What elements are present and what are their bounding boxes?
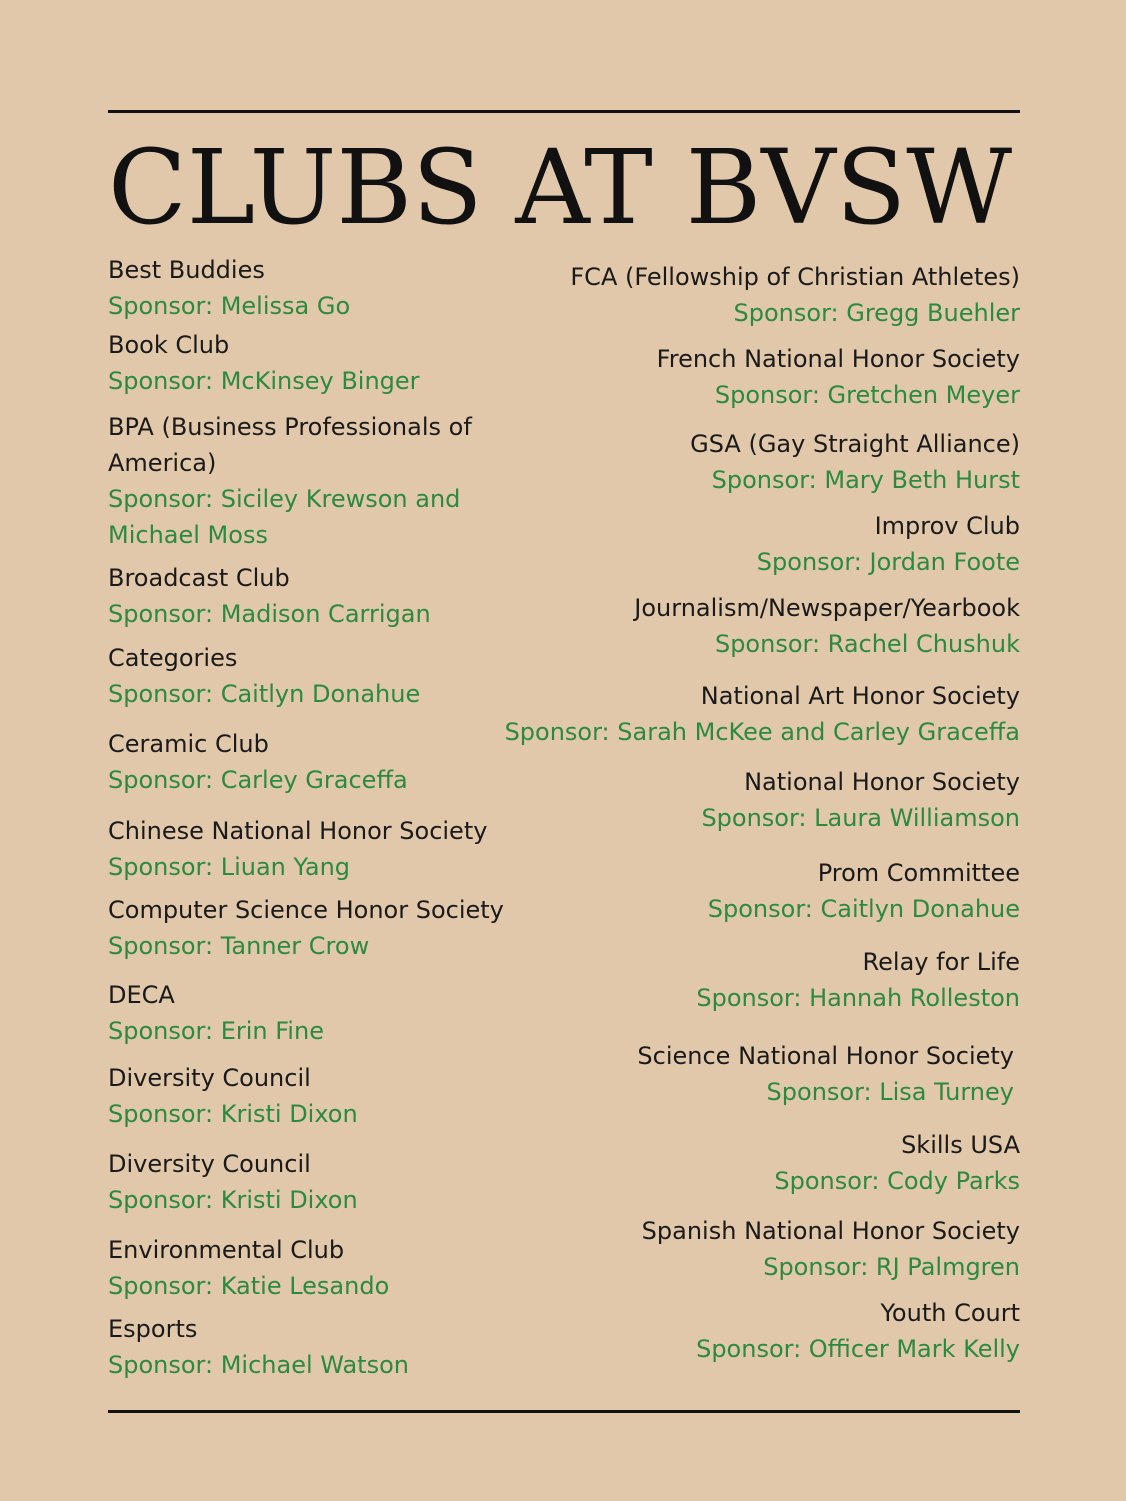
club-entry	[108, 813, 508, 885]
club-sponsor: Sponsor: Officer Mark Kelly	[696, 1335, 1020, 1363]
club-entry	[480, 341, 1020, 413]
top-divider	[108, 110, 1020, 113]
club-name: Chinese National Honor Society	[108, 817, 488, 845]
club-sponsor: Sponsor: Kristi Dixon	[108, 1100, 358, 1128]
club-sponsor: Sponsor: Melissa Go	[108, 292, 351, 320]
club-sponsor: Sponsor: McKinsey Binger	[108, 367, 420, 395]
club-name: DECA	[108, 981, 175, 1009]
club-entry	[108, 892, 508, 964]
club-sponsor: Sponsor: Laura Williamson	[701, 804, 1020, 832]
club-entry	[480, 590, 1020, 662]
club-name: National Art Honor Society	[700, 682, 1020, 710]
club-name: Science National Honor Society	[637, 1042, 1014, 1070]
club-name: Best Buddies	[108, 256, 265, 284]
club-entry	[108, 1232, 508, 1304]
club-name: Diversity Council	[108, 1150, 311, 1178]
club-name: Skills USA	[901, 1131, 1020, 1159]
club-sponsor: Sponsor: Madison Carrigan	[108, 600, 431, 628]
club-entry	[108, 409, 508, 553]
club-name: Book Club	[108, 331, 230, 359]
club-name: National Honor Society	[744, 768, 1020, 796]
club-entry	[108, 560, 508, 632]
club-entry	[474, 1038, 1014, 1110]
club-entry	[480, 508, 1020, 580]
club-entry	[480, 259, 1020, 331]
club-name: BPA (Business Professionals of America)	[108, 413, 472, 477]
club-name: Journalism/Newspaper/Yearbook	[634, 594, 1020, 622]
club-name: Relay for Life	[862, 948, 1020, 976]
club-entry	[480, 944, 1020, 1016]
club-sponsor: Sponsor: Caitlyn Donahue	[108, 680, 421, 708]
club-sponsor: Sponsor: Cody Parks	[774, 1167, 1020, 1195]
club-entry	[480, 426, 1020, 498]
club-entry	[108, 977, 508, 1049]
club-sponsor: Sponsor: Liuan Yang	[108, 853, 351, 881]
club-name: Broadcast Club	[108, 564, 290, 592]
club-name: Spanish National Honor Society	[641, 1217, 1020, 1245]
page-title: CLUBS AT BVSW	[108, 128, 1013, 248]
club-entry	[480, 1127, 1020, 1199]
club-entry	[480, 1295, 1020, 1367]
club-sponsor: Sponsor: Tanner Crow	[108, 932, 370, 960]
club-entry	[108, 726, 508, 798]
club-sponsor: Sponsor: RJ Palmgren	[763, 1253, 1020, 1281]
club-entry	[480, 855, 1020, 927]
club-sponsor: Sponsor: Jordan Foote	[756, 548, 1020, 576]
club-entry	[480, 1213, 1020, 1285]
club-name: Esports	[108, 1315, 198, 1343]
club-sponsor: Sponsor: Gregg Buehler	[733, 299, 1020, 327]
club-name: Computer Science Honor Society	[108, 896, 504, 924]
club-entry	[108, 1146, 508, 1218]
club-sponsor: Sponsor: Rachel Chushuk	[714, 630, 1020, 658]
club-name: Categories	[108, 644, 238, 672]
club-name: FCA (Fellowship of Christian Athletes)	[570, 263, 1020, 291]
bottom-divider	[108, 1410, 1020, 1413]
club-entry	[480, 678, 1020, 750]
club-entry	[108, 1060, 508, 1132]
club-name: GSA (Gay Straight Alliance)	[690, 430, 1020, 458]
club-name: Environmental Club	[108, 1236, 345, 1264]
club-entry	[108, 1311, 508, 1383]
club-sponsor: Sponsor: Mary Beth Hurst	[711, 466, 1020, 494]
club-sponsor: Sponsor: Gretchen Meyer	[714, 381, 1020, 409]
club-name: Prom Committee	[817, 859, 1020, 887]
club-name: French National Honor Society	[656, 345, 1020, 373]
club-sponsor: Sponsor: Carley Graceffa	[108, 766, 408, 794]
club-sponsor: Sponsor: Lisa Turney	[766, 1078, 1014, 1106]
club-sponsor: Sponsor: Erin Fine	[108, 1017, 324, 1045]
club-name: Ceramic Club	[108, 730, 269, 758]
club-entry	[108, 252, 508, 324]
club-name: Improv Club	[874, 512, 1020, 540]
club-name: Diversity Council	[108, 1064, 311, 1092]
club-sponsor: Sponsor: Sarah McKee and Carley Graceffa	[504, 718, 1020, 746]
club-entry	[108, 327, 508, 399]
club-sponsor: Sponsor: Hannah Rolleston	[696, 984, 1020, 1012]
club-sponsor: Sponsor: Michael Watson	[108, 1351, 409, 1379]
club-sponsor: Sponsor: Katie Lesando	[108, 1272, 390, 1300]
club-sponsor: Sponsor: Kristi Dixon	[108, 1186, 358, 1214]
club-sponsor: Sponsor: Siciley Krewson and Michael Moss	[108, 485, 461, 549]
club-name: Youth Court	[880, 1299, 1020, 1327]
club-sponsor: Sponsor: Caitlyn Donahue	[707, 895, 1020, 923]
club-entry	[480, 764, 1020, 836]
club-entry	[108, 640, 508, 712]
